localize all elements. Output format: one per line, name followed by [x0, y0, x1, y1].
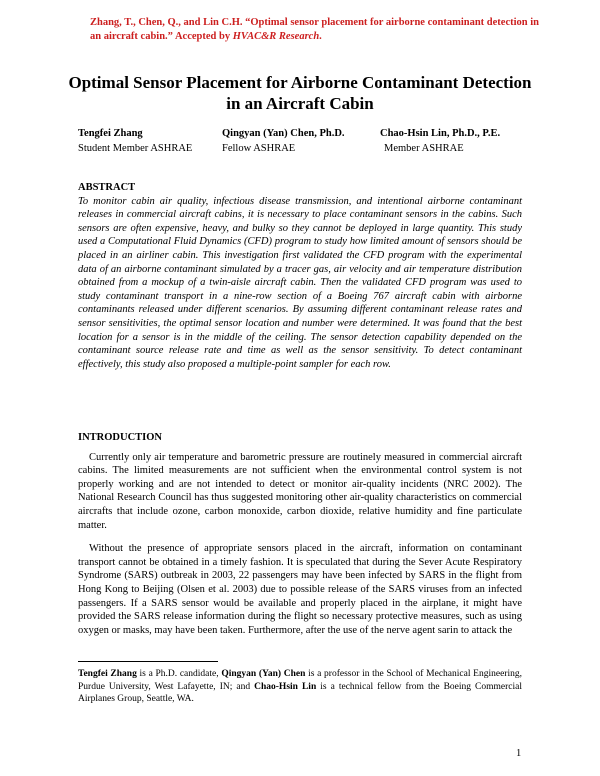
author-block-2	[222, 126, 345, 156]
paper-title: Optimal Sensor Placement for Airborne Contaminant Detection in an Aircraft Cabin	[68, 73, 532, 113]
author-affiliation: Fellow ASHRAE	[222, 143, 296, 154]
footnote-name: Chao-Hsin Lin	[254, 681, 317, 692]
footnote-text: is a Ph.D. candidate,	[136, 669, 222, 679]
abstract-heading: ABSTRACT	[78, 182, 136, 193]
page-number: 1	[516, 748, 522, 759]
citation-end: .	[319, 31, 322, 42]
journal-name: HVAC&R Research	[232, 31, 320, 42]
introduction-heading: INTRODUCTION	[78, 432, 163, 443]
introduction-paragraph: Currently only air temperature and barometric pressure are routinely measured in commercial aircraft cabins. The limited measurements are not sufficient when the environmental control system is not properly working and are not intended to detect or monitor air-quality incidents (NRC 2002). The National Research Council has thus suggested monitoring other air-quality characteristics on commercial aircrafts that include ozone, carbon monoxide, carbon dioxide, relative humidity and fine particulate matter.	[78, 451, 522, 531]
footnote-divider	[78, 661, 218, 662]
author-name: Tengfei Zhang	[78, 128, 143, 139]
author-footnote	[78, 668, 522, 706]
citation-text: Zhang, T., Chen, Q., and Lin C.H. “Optimal sensor placement for airborne contaminant detection in an aircraft cabin.” Accepted by	[90, 17, 540, 42]
footnote-name: Qingyan (Yan) Chen	[221, 669, 306, 679]
introduction-section	[78, 431, 522, 647]
citation-header	[90, 16, 550, 44]
author-name: Chao-Hsin Lin, Ph.D., P.E.	[380, 128, 501, 139]
author-affiliation: Member ASHRAE	[384, 143, 464, 154]
footnote-text: is a professor in the School of Mechanical Engineering, Purdue University, West Lafayette, IN; and	[78, 669, 522, 692]
author-block-3	[380, 126, 500, 156]
author-name: Qingyan (Yan) Chen, Ph.D.	[222, 128, 345, 139]
footnote-name: Tengfei Zhang	[78, 669, 137, 679]
author-affiliation: Student Member ASHRAE	[78, 143, 193, 154]
abstract-text: To monitor cabin air quality, infectious disease transmission, and intentional airborne contaminant releases in commercial aircraft cabins, it is necessary to place contaminant sensors in the cabins. Such sensors are often expensive, heavy, and bulky so they cannot be deployed in large quantity. This study used a Computational Fluid Dynamics (CFD) program to study how limited amount of sensors should be placed in an airliner cabin. This investigation first validated the CFD program with the experimental data of an airborne contaminant simulated by a tracer gas, air velocity and air temperature distribution obtained from a mockup of a twin-aisle aircraft cabin. Then the validated CFD program was used to study contaminant transport in a nine-row section of a Boeing 767 aircraft cabin with airborne contaminants released under different scenarios. By assuming different contaminant release rates and sensor sensitivities, the optimal sensor location and number were determined. It was found that the best location for a sensor is in the middle of the ceiling. The sensor detection capability depended on the contaminant source release rate and time as well as the sensor sensitivity. To detect contaminant effectively, this study also proposed a multiple-point sampler for each row.	[78, 195, 522, 370]
introduction-paragraph: Without the presence of appropriate sensors placed in the aircraft, information on contaminant transport cannot be obtained in a timely fashion. It is speculated that during the Sever Acute Respiratory Syndrome (SARS) outbreak in 2003, 22 passengers may have been infected by SARS in the flight from Hong Kong to Beijing (Olsen et al. 2003) due to possible release of the SARS viruses from an infected passengers. If a SARS sensor would be available and properly placed in the airplane, it might have provided the SARS release information during the flight so necessary protective measures, such as using oxygen or masks, may have been taken. Furthermore, after the use of the nerve agent sarin to attack the	[78, 543, 522, 636]
abstract-section	[78, 181, 522, 371]
footnote-text: is a technical fellow from the Boeing Commercial Airplanes Group, Seattle, WA.	[78, 681, 522, 704]
author-block-1	[78, 126, 192, 156]
